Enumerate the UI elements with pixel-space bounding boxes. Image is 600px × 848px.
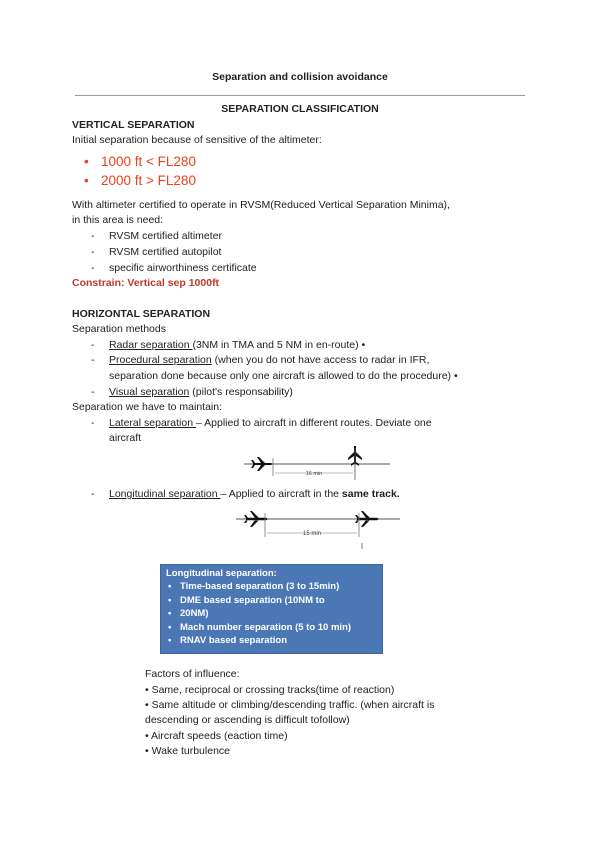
lateral-item: - Lateral separation – Applied to aircraft in different routes. Deviate one: [91, 417, 432, 429]
longitudinal-summary-box: [160, 564, 383, 654]
airplane-icon: [251, 457, 273, 471]
method-item: - Visual separation (pilot's responsability): [91, 386, 293, 398]
rvsm-text: With altimeter certified to operate in RVSM(Reduced Vertical Separation Minima),: [72, 199, 450, 211]
factor-line: • Same, reciprocal or crossing tracks(time of reaction): [145, 684, 395, 696]
classification-heading: SEPARATION CLASSIFICATION: [221, 103, 379, 115]
box-item: • DME based separation (10NM to: [166, 594, 382, 608]
factor-line: • Wake turbulence: [145, 745, 230, 757]
requirement-item: - RVSM certified autopilot: [91, 246, 222, 258]
box-item: • Mach number separation (5 to 10 min): [166, 621, 382, 635]
rvsm-text: in this area is need:: [72, 214, 164, 226]
factor-line: descending or ascending is difficult tofollow): [145, 714, 350, 726]
title-divider: [75, 95, 525, 96]
box-item-continuation: • 20NM): [166, 607, 382, 621]
longitudinal-diagram: [232, 505, 404, 549]
factors-heading: Factors of influence:: [145, 668, 240, 680]
level-item: • 1000 ft < FL280: [84, 154, 196, 169]
level-item: • 2000 ft > FL280: [84, 173, 196, 188]
diagram-time-label: 16 min: [305, 471, 323, 477]
method-item-continuation: separation done because only one aircraft is allowed to do the procedure) •: [109, 370, 458, 382]
constraint-text: Constrain: Vertical sep 1000ft: [72, 277, 220, 289]
requirement-item: - RVSM certified altimeter: [91, 230, 223, 242]
factor-line: • Aircraft speeds (eaction time): [145, 730, 288, 742]
vertical-intro: Initial separation because of sensitive of the altimeter:: [72, 134, 322, 146]
document-title: Separation and collision avoidance: [212, 71, 388, 83]
diagram-time-label: 15 min: [302, 531, 322, 537]
vertical-heading: VERTICAL SEPARATION: [72, 119, 195, 131]
method-item: - Procedural separation (when you do not have access to radar in IFR,: [91, 354, 430, 366]
factor-line: • Same altitude or climbing/descending traffic. (when aircraft is: [145, 699, 435, 711]
methods-label: Separation methods: [72, 323, 166, 335]
lateral-diagram: [240, 446, 400, 482]
lateral-item-continuation: aircraft: [109, 432, 142, 444]
requirement-item: - specific airworthiness certificate: [91, 262, 257, 274]
box-title: Longitudinal separation:: [166, 568, 277, 579]
method-item: - Radar separation (3NM in TMA and 5 NM in en-route) •: [91, 339, 366, 351]
longitudinal-item: - Longitudinal separation – Applied to aircraft in the same track.: [91, 488, 400, 500]
horizontal-heading: HORIZONTAL SEPARATION: [72, 308, 211, 320]
maintain-label: Separation we have to maintain:: [72, 401, 223, 413]
box-item: • Time-based separation (3 to 15min): [166, 580, 382, 594]
box-item: • RNAV based separation: [166, 634, 382, 648]
airplane-icon: [244, 511, 268, 527]
